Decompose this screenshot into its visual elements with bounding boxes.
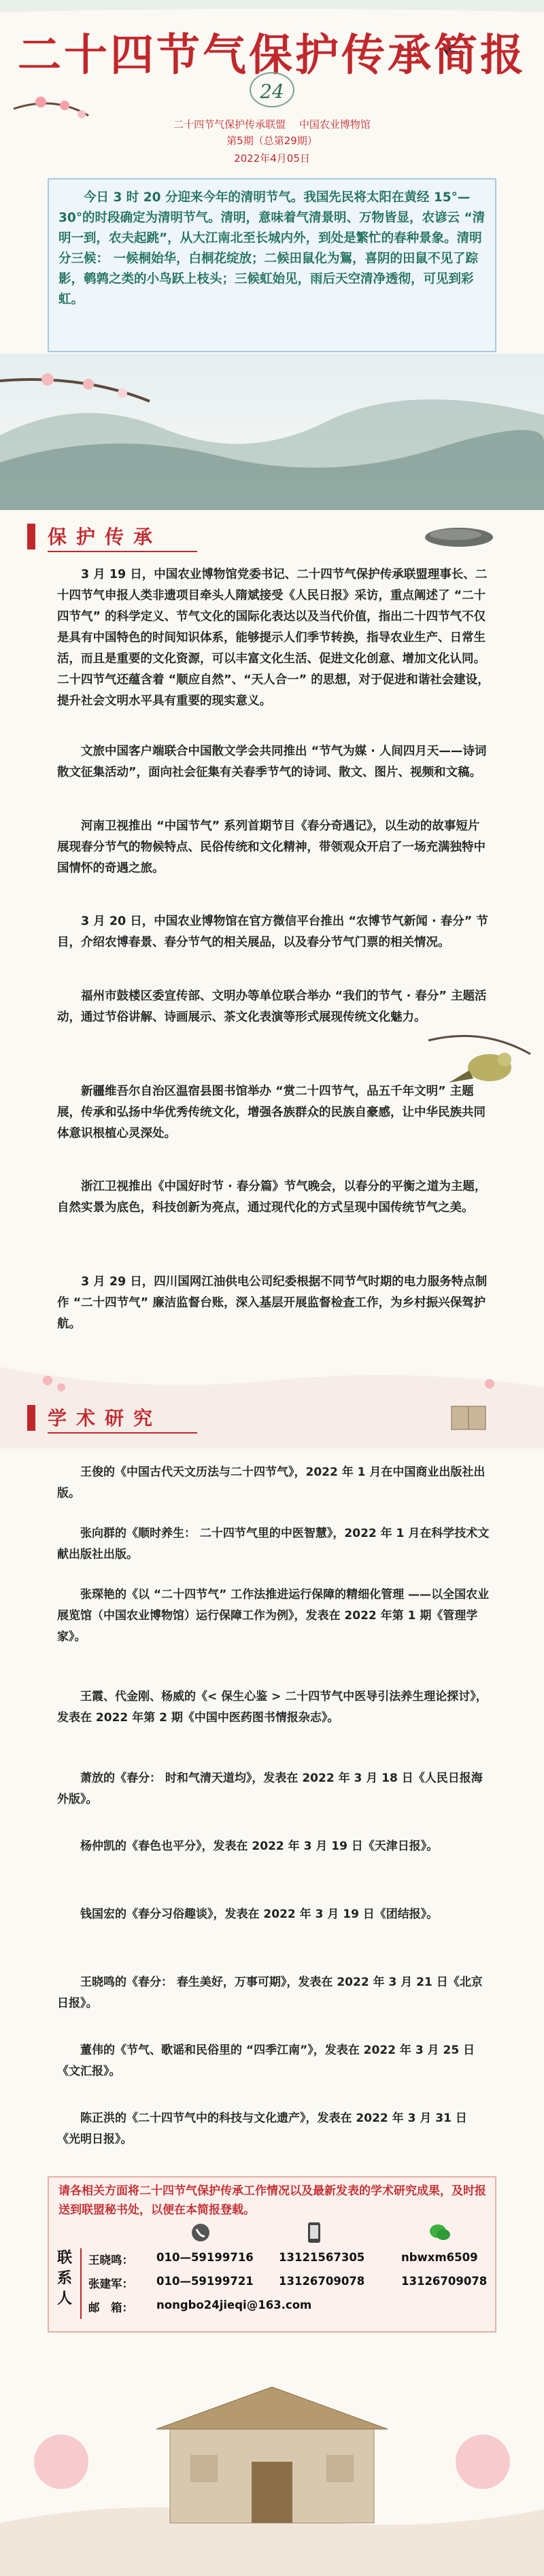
footer-decoration bbox=[0, 2346, 544, 2576]
email-value: nongbo24jieqi@163.com bbox=[156, 2299, 312, 2311]
contact-wechat-1: nbwxm6509 bbox=[401, 2251, 478, 2264]
contact-name-2: 张建军： bbox=[88, 2277, 133, 2290]
protection-paragraph-5: 福州市鼓楼区委宣传部、文明办等单位联合举办 “我们的节气 · 春分” 主题活动，通过节俗讲解、诗画展示、茶文化表演等形式展现传统文化魅力。 bbox=[57, 989, 487, 1024]
section-bar bbox=[27, 1405, 35, 1431]
research-item-9: 董伟的《节气、歌谣和民俗里的 “四季江南”》，发表在 2022 年 3 月 25 日《文汇报》。 bbox=[57, 2044, 475, 2078]
contact-notice: 请各相关方面将二十四节气保护传承工作情况以及最新发表的学术研究成果，及时报送到联盟秘书处，以便在本简报登载。 bbox=[58, 2184, 486, 2217]
contact-mobile-1: 13121567305 bbox=[279, 2251, 365, 2264]
section-title-protection: 保护传承 bbox=[48, 526, 163, 548]
contact-divider bbox=[80, 2248, 82, 2319]
research-item-6: 杨仲凯的《春色也平分》，发表在 2022 年 3 月 19 日《天津日报》。 bbox=[80, 1840, 439, 1853]
section-divider bbox=[48, 1432, 197, 1434]
research-item-4: 王霞、代金刚、杨威的《< 保生心鉴 > 二十四节气中医导引法养生理论探讨》，发表在 2022 年第 2 期《中国中医药图书情报杂志》。 bbox=[57, 1690, 488, 1725]
protection-paragraph-1: 3 月 19 日，中国农业博物馆党委书记、二十四节气保护传承联盟理事长、二十四节气申报人类非遗项目牵头人隋斌接受《人民日报》采访，重点阐述了 “二十四节气” 的科学定义、节气文化的国际化表达以及当代价值，指出二十四节气不仅是具有中国特色的时间知识体系，能够提示人们季节转换，指导农业生产、日常生活，而且是重要的文化资源，可以丰富文化生活、促进文化创意、增加文化认同。二十四节气还蕴含着 “顺应自然”、“天人合一” 的思想，对于促进和谐社会建设，提升社会文明水平具有重要的现实意义。 bbox=[57, 568, 490, 708]
publishers: 二十四节气保护传承联盟 中国农业博物馆 bbox=[173, 118, 371, 131]
research-item-10: 陈正洪的《二十四节气中的科技与文化遗产》，发表在 2022 年 3 月 31 日《光明日报》。 bbox=[57, 2112, 467, 2146]
wechat-icon bbox=[428, 2222, 452, 2243]
protection-paragraph-4: 3 月 20 日，中国农业博物馆在官方微信平台推出 “农博节气新闻 · 春分” 节目，介绍农博春景、春分节气的相关展品，以及春分节气门票的相关情况。 bbox=[57, 915, 488, 949]
research-item-2: 张向群的《顺时养生： 二十四节气里的中医智慧》，2022 年 1 月在科学技术文献出版社出版。 bbox=[57, 1527, 490, 1561]
protection-paragraph-3: 河南卫视推出 “中国节气” 系列首期节目《春分奇遇记》，以生动的故事短片展现春分节气的物候特点、民俗传统和文化精神，带领观众开启了一场充满独特中国情怀的奇遇之旅。 bbox=[57, 819, 486, 875]
section-header-research bbox=[27, 1401, 231, 1435]
contact-phone-2: 010—59199721 bbox=[156, 2275, 254, 2288]
mobile-icon bbox=[306, 2221, 322, 2244]
contact-mobile-2: 13126709078 bbox=[279, 2275, 365, 2288]
email-label: 邮 箱： bbox=[88, 2301, 133, 2314]
protection-paragraph-2: 文旅中国客户端联合中国散文学会共同推出 “节气为媒 · 人间四月天——诗词散文征集活动”，面向社会征集有关春季节气的诗词、散文、图片、视频和文稿。 bbox=[57, 745, 487, 779]
header bbox=[0, 0, 544, 204]
contact-wechat-2: 13126709078 bbox=[401, 2275, 488, 2288]
protection-paragraph-7: 浙江卫视推出《中国好时节 · 春分篇》节气晚会，以春分的平衡之道为主题，自然实景为底色，科技创新为亮点，通过现代化的方式呈现中国传统节气之美。 bbox=[57, 1180, 487, 1215]
protection-paragraph-8: 3 月 29 日，四川国网江油供电公司纪委根据不同节气时期的电力服务特点制作 “二十四节气” 廉洁监督台账，深入基层开展监督检查工作，为乡村振兴保驾护航。 bbox=[57, 1275, 488, 1331]
contact-phone-1: 010—59199716 bbox=[156, 2251, 254, 2264]
research-item-3: 张琛艳的《以 “二十四节气” 工作法推进运行保障的精细化管理 ——以全国农业展览馆（中国农业博物馆）运行保障工作为例》，发表在 2022 年第 1 期《管理学家》。 bbox=[57, 1588, 490, 1644]
issue-number: 24 bbox=[260, 80, 284, 103]
landscape-decoration bbox=[0, 354, 544, 510]
research-item-1: 王俊的《中国古代天文历法与二十四节气》，2022 年 1 月在中国商业出版社出版。 bbox=[57, 1465, 486, 1500]
section-bar bbox=[27, 524, 35, 549]
issue-info: 第5期（总第29期） bbox=[226, 135, 318, 147]
intro-text: 今日 3 时 20 分迎来今年的清明节气。我国先民将太阳在黄经 15°—30°的时段确定为清明节气。清明，意味着气清景明、万物皆显，农谚云 “清明一到，农夫起跳”，从大江南北至长城内外，到处是繁忙的春种景象。清明分三候： 一候桐始华，白桐花绽放；二候田鼠化为鴽，喜阴的田鼠不见了踪影，鹌鹑之类的小鸟跃上枝头；三候虹始见，雨后天空清净透彻，可见到彩虹。 bbox=[58, 190, 486, 307]
section-divider bbox=[48, 551, 197, 552]
section-title-research: 学术研究 bbox=[48, 1407, 163, 1429]
contact-label: 联系人 bbox=[57, 2250, 73, 2307]
phone-icon bbox=[190, 2222, 211, 2243]
book-icon bbox=[449, 1401, 490, 1435]
protection-paragraph-6: 新疆维吾尔自治区温宿县图书馆举办 “赏二十四节气，品五千年文明” 主题展，传承和弘扬中华优秀传统文化，增强各族群众的民族自豪感，让中华民族共同体意识根植心灵深处。 bbox=[57, 1085, 486, 1140]
intro-box bbox=[48, 178, 496, 352]
page-title: 二十四节气保护传承简报 bbox=[18, 31, 526, 81]
contact-name-1: 王晓鸣： bbox=[88, 2254, 133, 2267]
issue-date: 2022年4月05日 bbox=[234, 152, 310, 165]
research-item-5: 萧放的《春分： 时和气清天道均》，发表在 2022 年 3 月 18 日《人民日报海外版》。 bbox=[57, 1772, 483, 1806]
research-item-7: 钱国宏的《春分习俗趣谈》，发表在 2022 年 3 月 19 日《团结报》。 bbox=[80, 1908, 439, 1921]
bird-icon bbox=[415, 1013, 537, 1108]
stone-icon bbox=[422, 524, 496, 551]
section-header-protection bbox=[27, 520, 231, 554]
research-item-8: 王晓鸣的《春分： 春生美好，万事可期》，发表在 2022 年 3 月 21 日《北京日报》。 bbox=[57, 1976, 483, 2010]
